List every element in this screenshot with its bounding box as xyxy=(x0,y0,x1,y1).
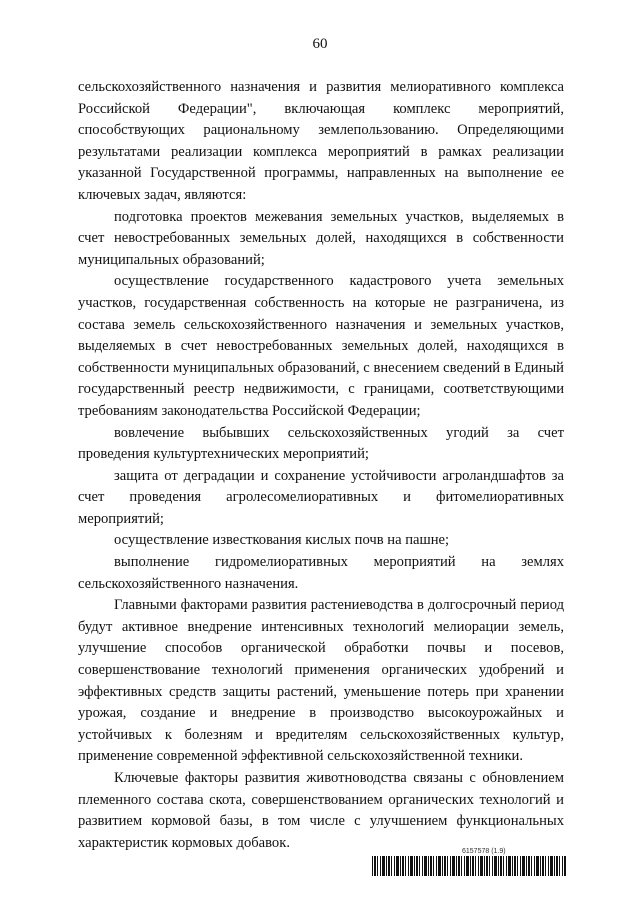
document-body xyxy=(78,77,564,854)
paragraph: защита от деградации и сохранение устойчивости агроландшафтов за счет проведения агролесомелиоративных и фитомелиоративных мероприятий; xyxy=(78,467,564,527)
paragraph: Ключевые факторы развития животноводства связаны с обновлением племенного состава скота, совершенствованием органических технологий и развитием кормовой базы, в том числе с улучшением функциональных характеристик кормовых добавок. xyxy=(78,770,564,851)
paragraph: выполнение гидромелиоративных мероприятий на землях сельскохозяйственного назначения. xyxy=(78,554,564,592)
paragraph: подготовка проектов межевания земельных участков, выделяемых в счет невостребованных земельных долей, находящихся в собственности муниципальных образований; xyxy=(78,208,564,268)
barcode-icon xyxy=(372,856,566,876)
paragraph: осуществление известкования кислых почв на пашне; xyxy=(114,532,450,549)
page-number: 60 xyxy=(312,36,328,52)
paragraph: вовлечение выбывших сельскохозяйственных угодий за счет проведения культуртехнических мероприятий; xyxy=(78,424,564,463)
document-code: 6157578 (1.9) xyxy=(462,848,506,855)
paragraph: сельскохозяйственного назначения и развития мелиоративного комплекса Российской Федерации", включающая комплекс мероприятий, способствующих рациональному землепользованию. Определяющими результатами реализации комплекса мероприятий в рамках реализации указанной Государственной программы, направленных на выполнение ее ключевых задач, являются: xyxy=(78,79,564,203)
paragraph: осуществление государственного кадастрового учета земельных участков, государственная собственность на которые не разграничена, из состава земель сельскохозяйственного назначения и земельных участков, выделяемых в счет невостребованных земельных долей, находящихся в собственности муниципальных образований, с внесением сведений в Единый государственный реестр недвижимости, с границами, соответствующими требованиям законодательства Российской Федерации; xyxy=(78,273,564,419)
paragraph: Главными факторами развития растениеводства в долгосрочный период будут активное внедрение интенсивных технологий мелиорации земель, улучшение способов органической обработки почвы и посевов, совершенствование технологий применения органических удобрений и эффективных средств защиты растений, уменьшение потерь при хранении урожая, создание и внедрение в производство высокоурожайных и устойчивых к болезням и вредителям сельскохозяйственных культур, применение современной эффективной сельскохозяйственной техники. xyxy=(78,597,564,765)
